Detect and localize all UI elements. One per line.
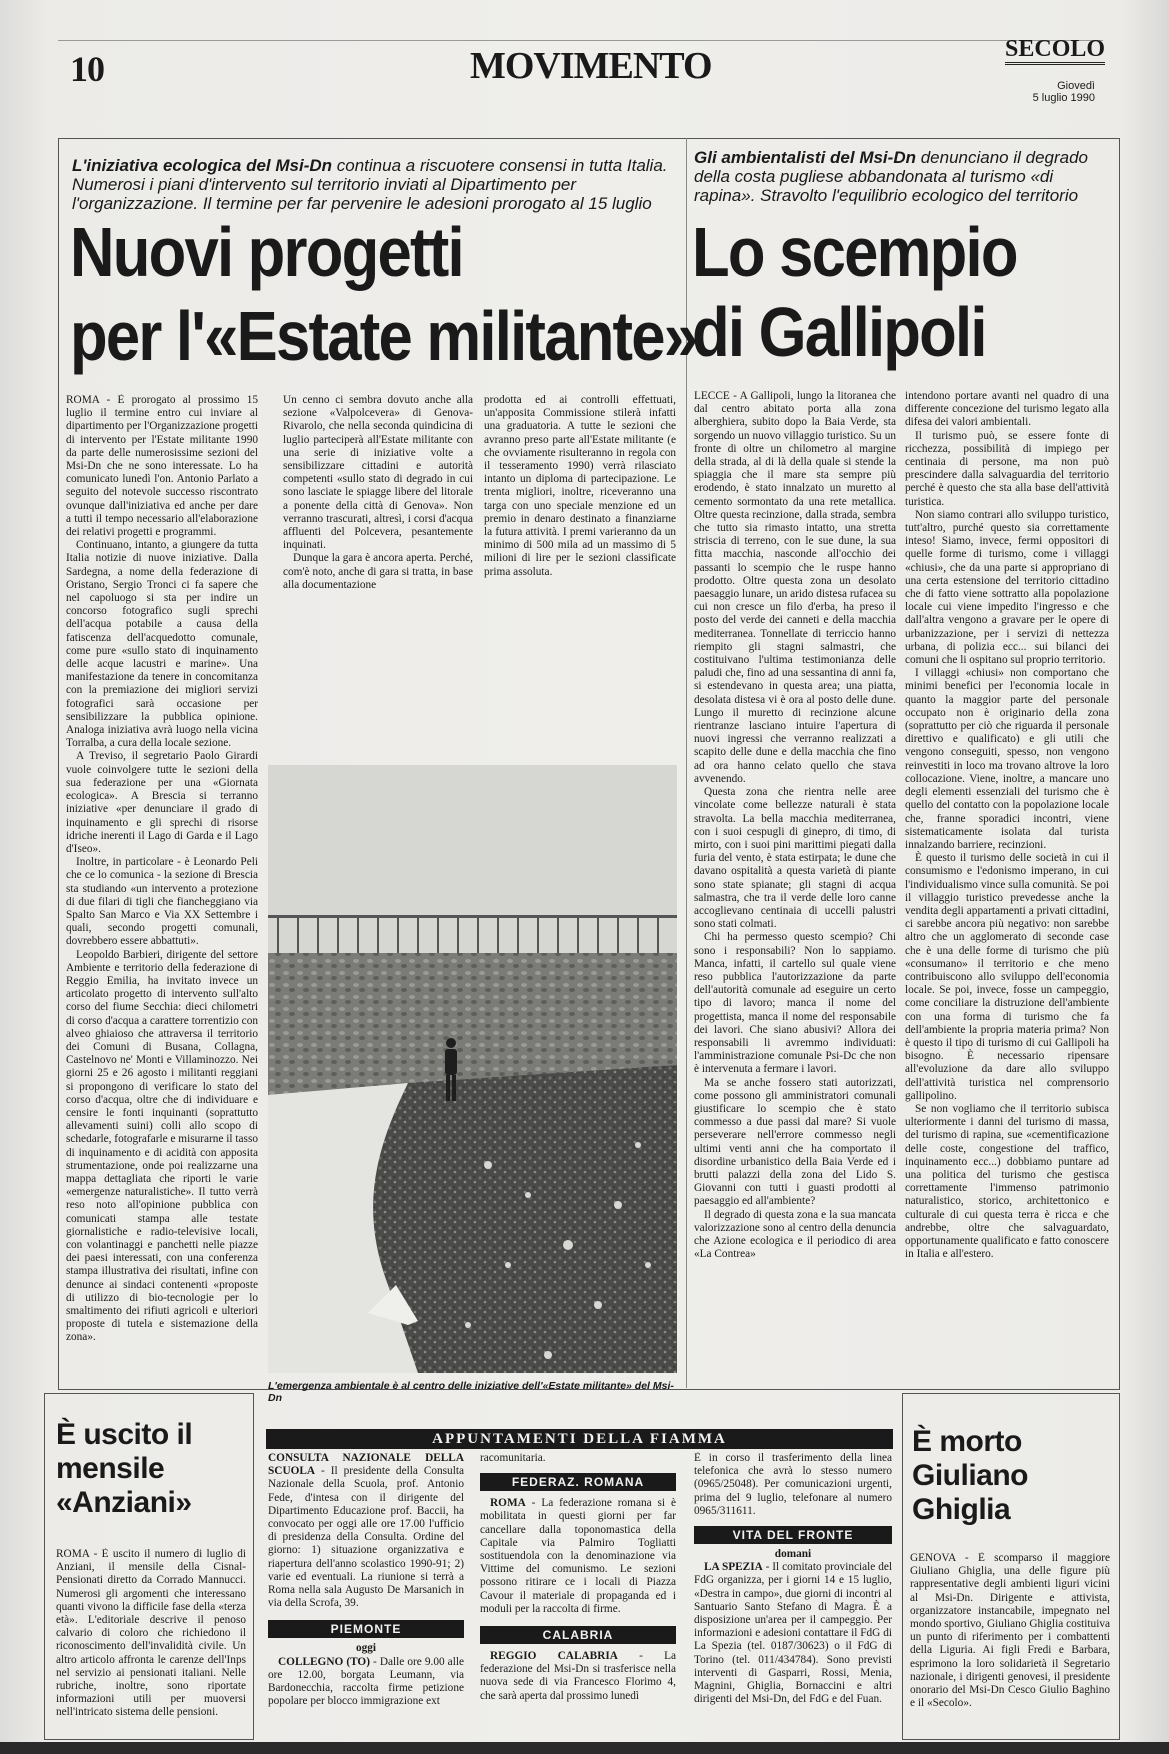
top-rule — [58, 40, 1103, 41]
roma-notice — [480, 1497, 676, 1616]
collegno-head: COLLEGNO (TO) — [278, 1655, 370, 1668]
right-col1-para: Il degrado di questa zona e la sua mancata valorizzazione sono al centro della denuncia che Azione ecologica e il periodico di area «La Contrea» — [694, 1208, 896, 1261]
section-title: MOVIMENTO — [470, 45, 712, 87]
date-day: Giovedì — [1057, 80, 1095, 92]
right-headline-line1: Lo scempio — [692, 213, 1017, 291]
left-col1-para: ROMA - È prorogato al prossimo 15 luglio il termine entro cui inviare al dipartimento per l'Organizzazione progetti di intervento per l'Estate militante 1990 da parte delle numerosissime sezioni del Msi-Dn che ne sono interessate. Lo ha comunicato lunedì l'on. Antonio Parlato a seguito del notevole successo riscontrato ovunque dall'iniziativa ed anche per dare a tutti il tempo necessario all'elaborazione dei relativi progetti e programmi. — [66, 394, 258, 539]
newspaper-logo: SECOLO — [1005, 36, 1105, 65]
appuntamenti-col1 — [268, 1452, 464, 1742]
piemonte-when: oggi — [355, 1642, 377, 1655]
scuola-notice — [268, 1452, 464, 1610]
anziani-body — [56, 1548, 246, 1734]
photo-caption: L'emergenza ambientale è al centro delle iniziative dell'«Estate militante» del Msi-Dn — [268, 1380, 674, 1404]
right-col2-para: I villaggi «chiusi» non comportano che minimi benefici per l'economia locale in quanto la maggior parte del personale occupato non è originario della zona (soprattutto per ciò che riguarda il personale direttivo e qualificato) e gli utili che vengono conseguiti, spesso, non vengono reinvestiti in loco ma trovano altrove la loro collocazione. Viene, inoltre, a mancare uno degli elementi essenziali del turismo che è quello del contatto con la popolazione locale che, franne sporadici incontri, viene sistematicamente isolata dal turista innalzando barriere, recinzioni. — [905, 667, 1109, 851]
roma-head: ROMA — [490, 1497, 526, 1510]
right-kicker — [694, 148, 1106, 205]
reggio-text: - La federazione del Msi-Dn si trasferisce nella nuova sede di via Francesco Florimo 4, che sarà aperta dal prossimo lunedì — [480, 1650, 676, 1702]
right-col1-para: Ma se anche fossero stati autorizzati, come possono gli amministratori comunali giustificare lo scempio che è stato commesso a due passi dal mare? Si vuole perseverare nell'errore commesso negli ultimi venti anni che ha comportato il disordine urbanistico della Baia Verde ed i brutti palazzi della zona del Lido S. Giovanni con tutti i guasti prodotti al paesaggio ed all'ambiente? — [694, 1076, 896, 1208]
scan-edge — [0, 1742, 1169, 1754]
appuntamenti-title: APPUNTAMENTI DELLA FIAMMA — [266, 1429, 893, 1449]
right-story-col2 — [905, 390, 1109, 1380]
left-kicker-text: continua a riscuotere consensi in tutta Italia. Numerosi i piani d'intervento sul territorio inviati al Dipartimento per l'organizzazione. Il termine per far pervenire le adesioni prorogato al 15 luglio — [72, 156, 668, 213]
date-full: 5 luglio 1990 — [1032, 92, 1095, 104]
calabria-bar: CALABRIA — [480, 1626, 676, 1644]
appuntamenti-col3 — [694, 1452, 892, 1742]
left-col1-para: A Treviso, il segretario Paolo Girardi vuole coinvolgere tutte le sezioni della sua federazione per una «Giornata ecologica». A Brescia si terranno iniziative «per denunciare il grado di inquinamento e gli sprechi di risorse idriche inerenti il Lago di Garda e il Lago d'Iseo». — [66, 750, 258, 855]
right-col2-para: È questo il turismo delle società in cui il consumismo e l'edonismo imperano, in cui l'individualismo vince sulla comunità. Se poi il villaggio turistico prevedesse anche la vendita degli appartamenti a privati cittadini, ci sarebbe ancora più negativo: non sarebbe altro che un agglomerato di seconde case che è una delle forme di turismo che più «consumano» il territorio e che meno contribuiscono allo sviluppo dell'economia locale. Se poi, invece, fosse un campeggio, come conciliare la distruzione dell'ambiente con una forma di turismo che fa dell'ambiente la propria materia prima? Non è questo il tipo di turismo di cui Gallipoli ha bisogno. È necessario ripensare all'evoluzione da dare allo sviluppo dell'attività turistica nel comprensorio gallipolino. — [905, 852, 1109, 1102]
reggio-head: REGGIO CALABRIA — [490, 1650, 618, 1663]
left-kicker — [72, 156, 672, 213]
anziani-headline: È uscito il mensile «Anziani» — [56, 1418, 193, 1519]
right-kicker-bold: Gli ambientalisti del Msi-Dn — [694, 148, 916, 167]
left-headline-line2: per l'«Estate militante» — [70, 297, 697, 375]
right-headline-line2: di Gallipoli — [692, 293, 986, 371]
left-headline-line1: Nuovi progetti — [70, 213, 463, 291]
fronte-when: domani — [774, 1548, 812, 1561]
calabria-notice — [480, 1650, 676, 1703]
left-story-col3 — [484, 394, 676, 590]
laspezia-head: LA SPEZIA — [704, 1561, 763, 1574]
scuola-text: - Il presidente della Consulta Nazionale della Scuola, prof. Antonio Fede, d'intesa con il dirigente del Dipartimento Educazione prof. Baccii, ha convocato per oggi alle ore 17.00 l'ufficio di presidenza della Consulta. Ordine del giorno: 1) situazione organizzativa e riapertura dell'anno scolastico 1990-91; 2) varie ed eventuali. La riunione si terrà a Roma nella sala Augusto De Marsanich in via della Scrofa, 39. — [268, 1465, 464, 1610]
col2-continuation: racomunitaria. — [480, 1452, 546, 1464]
roma-text: - La federazione romana si è mobilitata in questi giorni per far cancellare dalla toponomastica della Capitale via Palmiro Togliatti sostituendola con la denominazione via Vittime del comunismo. Le sezioni possono ritirare ce i locali di Piazza Cavour il materiale di propaganda ed i moduli per la raccolta di firme. — [480, 1497, 676, 1615]
dateline — [1005, 80, 1095, 104]
right-col2-para: Il turismo può, se essere fonte di ricchezza, possibilità di impiego per centinaia di persone, ma non può prescindere dalla salvaguardia del territorio perché è questo che sta alla base dell'attività turistica. — [905, 429, 1109, 508]
right-col2-para: intendono portare avanti nel quadro di una differente concezione del turismo legato alla difesa dei valori ambientali. — [905, 390, 1109, 429]
left-story-col1 — [66, 394, 258, 1374]
left-col2-para: Un cenno ci sembra dovuto anche alla sezione «Valpolcevera» di Genova-Rivarolo, che nella seconda quindicina di luglio parteciperà all'Estate militante con una serie di iniziative volte a sensibilizzare cittadini e autorità competenti «sullo stato di degrado in cui sono lasciate le spiagge libere del litorale a ponente della città di Genova». Non verranno trascurati, altresì, i corsi d'acqua affluenti del Polcevera, pesantemente inquinati. — [283, 394, 473, 552]
appuntamenti-col2 — [480, 1452, 676, 1742]
beach-photo — [268, 765, 677, 1373]
ghiglia-body — [910, 1552, 1110, 1736]
left-col3-para: prodotta ed ai controlli effettuati, un'apposita Commissione stilerà infatti una graduatoria. A tutte le sezioni che avranno preso parte all'Estate militante (e che ovviamente risulteranno in regola con il tesseramento 1990) verrà rilasciato intanto un diploma di partecipazione. Le trenta migliori, inoltre, riceveranno una targa con uno speciale menzione ed un premio in denaro destinato a finanziarne la futura attività. I premi varieranno da un minimo di 500 mila ad un massimo di 5 milioni di lire per le sezioni classificate prima assoluta. — [484, 394, 676, 578]
laspezia-text: - Il comitato provinciale del FdG organizza, per i giorni 14 e 15 luglio, «Destra in campo», due giorni di incontri al Santuario Santo Stefano di Magra. È a disposizione un'area per il campeggio. Per informazioni e adesioni contattare il FdG di La Spezia (tel. 0187/30623) o il FdG di Torino (tel. 011/434784). Sono previsti interventi di Gasparri, Rossi, Menia, Magnini, Ghiglia, Bornaccini e altri dirigenti del Msi-Dn, del FdG e del Fuan. — [694, 1561, 892, 1706]
right-col1-para: Chi ha permesso questo scempio? Chi sono i responsabili? Non lo sappiamo. Manca, infatti, il cartello sul quale viene reso pubblica l'autorizzazione da parte dell'autorità comunale ad eseguire un certo tipo di lavoro; manca il nome del progettista, manca il nome del responsabile dei lavori. Che siano abusivi? Allora dei responsabili li avremmo individuati: l'amministrazione comunale Psi-Dc che non è intervenuta a fermare i lavori. — [694, 931, 896, 1076]
left-col2-para: Dunque la gara è ancora aperta. Perché, com'è noto, anche di gara si tratta, in base alla documentazione — [283, 552, 473, 590]
right-col1-para: Questa zona che rientra nelle aree vincolate come bellezze naturali è stata stravolta. La bella macchia mediterranea, con i suoi cespugli di ginepro, di timo, di mirto, con i suoi pini marittimi piegati dalla furia del vento, è stata estirpata; le dune che davano ospitalità a questa varietà di piante sono state spianate; gli stagni di acqua salmastra, che tra il verde delle loro canne accoglievano centinaia di uccelli palustri sono stati colmati. — [694, 786, 896, 931]
roma-bar: FEDERAZ. ROMANA — [480, 1473, 676, 1491]
fronte-notice — [694, 1561, 892, 1706]
fronte-bar: VITA DEL FRONTE — [694, 1526, 892, 1544]
left-col1-para: Leopoldo Barbieri, dirigente del settore Ambiente e territorio della federazione di Reggio Emilia, ha invitato invece un articolato progetto di intervento sull'alto corso del fiume Secchia: dieci chilometri di corso d'acqua a carattere torrentizio con alveo ghiaioso che attraversa il territorio dei Comuni di Busana, Collagna, Castelnovo ne' Monti e Villaminozzo. Nei giorni 25 e 26 agosto i militanti reggiani si propongono di verificare lo stato del corso d'acqua, oltre che di individuare e censire le fonti inquinanti (soprattutto allevamenti suini) colli allo scopo di schedarle, fotografarle e misurarne il tasso di inquinamento e di acidità con apposita strumentazione, onde poi realizzarne una mappa dettagliata che riporti le varie «emergenze naturalistiche». Il tutto verrà reso noto all'opinione pubblica con comunicati stampa alle testate giornalistiche e radio-televisive locali, con volantinaggi e panchetti nelle piazze dei paesi interessati, con una conferenza stampa illustrativa dei risultati, infine con denunce ai sindaci contenenti «proposte di utilizzo di bio-tecnologie per lo smaltimento dei rifiuti agricoli e ulteriori proposte di tutela e sistemazione della zona». — [66, 948, 258, 1344]
piemonte-bar: PIEMONTE — [268, 1620, 464, 1638]
anziani-para: ROMA - È uscito il numero di luglio di Anziani, il mensile della Cisnal-Pensionati diretto da Corrado Mannucci. Numerosi gli argomenti che interessano quanti vivono la difficile fase della «terza età». L'editoriale descrive il penoso calvario di coloro che richiedono il riconoscimento dell'invalidità civile. Un altro articolo affronta le carenze dell'Inps nel servizio ai pensionati italiani. Nelle rubriche, inoltre, sono riportate informazioni utili per muoversi nell'intricato sistema delle pensioni. — [56, 1548, 246, 1719]
right-col2-para: Se non vogliamo che il territorio subisca ulteriormente i danni del turismo di massa, del turismo di rapina, sue «cementificazione delle coste, congestione del traffico, inquinamento ecc...) dobbiamo puntare ad una politica del turismo che gestisca correttamente l'immenso patrimonio naturalistico, storico, architettonico e culturale di cui questa terra è ricca e che andrebbe, oltre che salvaguardato, opportunamente qualificato e fatto conoscere in Italia e all'estero. — [905, 1102, 1109, 1261]
collegno-text: - Dalle ore 9.00 alle ore 12.00, borgata Leumann, via Bardonecchia, raccolta firme petizione popolare per blocco immigrazione ext — [268, 1655, 464, 1708]
scuola-head: CONSULTA NAZIONALE DELLA SCUOLA — [268, 1452, 464, 1478]
left-story-col2 — [283, 394, 473, 590]
right-col2-para: Non siamo contrari allo sviluppo turistico, tutt'altro, purché questo sia correttamente inteso! Siamo, invece, fermi oppositori di quelle forme di turismo, come i villaggi «chiusi», che da una parte si appropriano di una certa estensione del territorio cittadino che di fatto viene sottratto alla popolazione locale cui viene impedito l'ingresso e che dall'altra vengono a gravare per le opere di urbanizzazione, per i servizi di nettezza urbana, di polizia ecc... sui bilanci dei comuni che li ospitano sul proprio territorio. — [905, 508, 1109, 667]
col3-continuation: È in corso il trasferimento della linea telefonica che avrà lo stesso numero (0965/25048). Per comunicazioni urgenti, prima del 9 luglio, telefonare al numero 0965/311611. — [694, 1452, 892, 1517]
left-col1-para: Inoltre, in particolare - è Leonardo Peli che ce lo comunica - la sezione di Brescia sta studiando «un intervento a protezione di due filari di tigli che fiancheggiano via Spalto San Marco e Via XX Settembre i quali, secondo progetti comunali, dovrebbero essere abbattuti». — [66, 856, 258, 948]
beach-photo-image — [268, 765, 677, 1373]
piemonte-notice — [268, 1656, 464, 1709]
right-story-col1 — [694, 390, 896, 1380]
page-number: 10 — [70, 49, 104, 89]
right-col1-para: LECCE - A Gallipoli, lungo la litoranea che dal centro abitato porta alla zona alberghiera, subito dopo la Baia Verde, sta sorgendo un nuovo villaggio turistico. Su un fronte di oltre un chilometro al margine della strada, al di là della quale si stende la spiaggia che il mare sta sempre più erodendo, è stato innalzato un muretto al cemento sormontato da una rete metallica. Oltre questa recinzione, dalla strada, sembra che tutto sia rimasto intatto, una stretta striscia di terreno, con le sue dune, la sua fitta macchia, nasconde all'occhio dei passanti lo scempio che le ruspe hanno prodotto. Oltre questa zona un desolato paesaggio lunare, un arido distesa rufacea su cui non cresce un filo d'erba, ha preso il posto del verde dei canneti e della macchia mediterranea. Tonnellate di terriccio hanno riempito gli stagni salmastri, che costituivano l'ultima testimonianza delle paludi che, fino ad una sessantina di anni fa, si estendevano in questa area; una piatta, desolata distesa vi è ora al posto delle dune. Lungo il muretto di recinzione alcune rientranze lasciano intuire l'apertura di nuovi ingressi che verranno realizzati a scapito delle dune e della macchia che fino ad ora hanno celato quello che stava avvenendo. — [694, 390, 896, 785]
left-col1-para: Continuano, intanto, a giungere da tutta Italia notizie di nuove iniziative. Dalla Sardegna, a nome della federazione di Oristano, Sergio Tronci ci fa sapere che nel capoluogo si sta per indire un concorso fotografico sugli sprechi dell'acqua potabile a causa della fatiscenza dell'acquedotto comunale, come pure «sullo stato di inquinamento delle acque lacustri e marine». Una manifestazione da tenere in concomitanza con la premiazione dei migliori servizi fotografici sarà occasione per sensibilizzare la pubblica opinione. Analoga iniziativa avrà luogo nella vicina Torralba, a cura della locale sezione. — [66, 539, 258, 750]
right-kicker-text: denunciano il degrado della costa pugliese abbandonata al turismo «di rapina». Stravolto l'equilibrio ecologico del territorio — [694, 148, 1089, 205]
ghiglia-para: GENOVA - È scomparso il maggiore Giuliano Ghiglia, una delle figure più rappresentative degli ambienti liguri vicini al Msi-Dn. Dirigente e attivista, organizzatore instancabile, impegnato nel mondo sportivo, Giuliano Ghiglia costituiva un punto di riferimento per i combattenti della Liguria. Ai figli Fredi e Barbara, esprimono la loro solidarietà il Segretario nazionale, i dirigenti genovesi, il presidente onorario del Msi-Dn Cesco Giulio Baghino e il «Secolo». — [910, 1552, 1110, 1710]
left-kicker-bold: L'iniziativa ecologica del Msi-Dn — [72, 156, 333, 175]
ghiglia-headline: È morto Giuliano Ghiglia — [912, 1425, 1028, 1526]
